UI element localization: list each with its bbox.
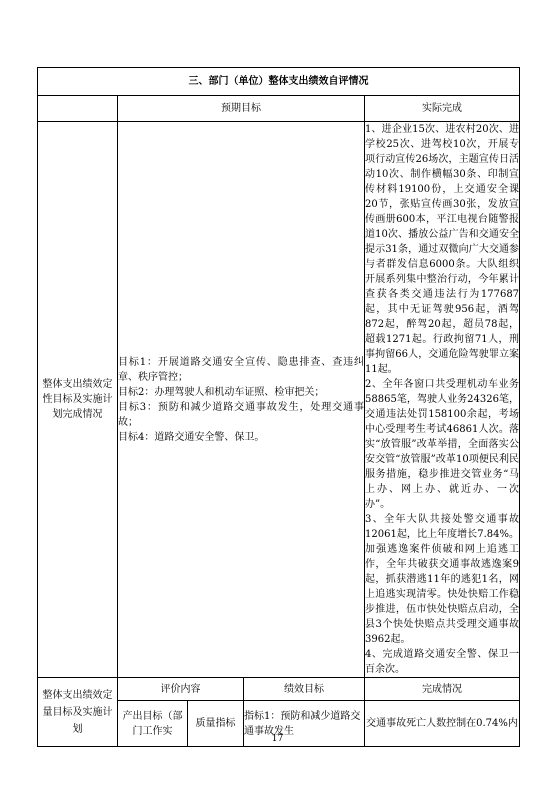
performance-table — [37, 67, 520, 747]
page-number: 17 — [271, 734, 284, 744]
actual-item-3: 3、全年大队共接处警交通事故12061起，比上年度增长7.84%。加强逃逸案件侦破和网上追逃工作，全年共破获交通事故逃逸案9起，抓获潜逃11年的逃犯1名，网上追逃实现清零。快处快赔工作稳步推进，伍市快处快赔点启动，全县3个快处快赔点共受理交通事故3962起。 — [365, 514, 520, 645]
target-3: 目标3：预防和减少道路交通事故发生，处理交通事故； — [118, 401, 364, 428]
perf-target-header: 绩效目标 — [244, 678, 365, 701]
qualitative-label: 整体支出绩效定性目标及实施计划完成情况 — [38, 122, 118, 678]
header-expected-target: 预期目标 — [118, 96, 365, 122]
actual-item-1: 1、进企业15次、进农村20次、进学校25次、进驾校10次，开展专项行动宣传26场次，主题宣传日活动10次、制作横幅30条、印制宣传材料19100份，上交通安全课20节，张贴宣传画30张，发放宣传画册600本，平江电视台随警报道10次、播放公益广告和交通安全提示31条，通过双微向广大交通参与者群发信息6000条。大队组织开展系列集中整治行动，今年累计查获各类交通违法行为177687起，其中无证驾驶956起，酒驾872起，醉驾20起，超员78起，超载1271起。行政拘留71人，刑事拘留66人，交通危险驾驶罪立案11起。 — [365, 124, 520, 375]
target-4: 目标4：道路交通安全警、保卫。 — [118, 431, 265, 443]
target-2: 目标2：办理驾驶人和机动车证照、检审把关； — [118, 386, 325, 398]
header-actual-completion: 实际完成 — [365, 96, 520, 122]
section-title: 三、部门（单位）整体支出绩效自评情况 — [38, 68, 520, 96]
quality-indicator-cell: 质量指标 — [188, 701, 244, 747]
qualitative-actual — [365, 122, 520, 678]
header-blank — [38, 96, 118, 122]
quantitative-label: 整体支出绩效定量目标及实施计划 — [38, 678, 118, 747]
indicator-cell: 指标1：预防和减少道路交通事故发生 — [244, 701, 365, 747]
actual-item-4: 4、完成道路交通安全警、保卫一百余次。 — [365, 649, 520, 675]
eval-content-header: 评价内容 — [118, 678, 244, 701]
qualitative-targets — [118, 122, 365, 678]
output-target-cell: 产出目标（部门工作实 — [118, 701, 188, 747]
completion-cell: 交通事故死亡人数控制在0.74%内 — [365, 701, 520, 747]
completion-header: 完成情况 — [365, 678, 520, 701]
target-1: 目标1：开展道路交通安全宣传、隐患排查、查违纠章、秩序管控； — [118, 356, 364, 383]
actual-item-2: 2、全年各窗口共受理机动车业务58865笔，驾驶人业务24326笔，交通违法处罚158100余起，考场中心受理考生考试46861人次。落实“放管服”改革举措，全面落实公安交管“放管服”改革10项便民利民服务措施，稳步推进交管业务“马上办、网上办、就近办、一次办”。 — [365, 379, 520, 510]
